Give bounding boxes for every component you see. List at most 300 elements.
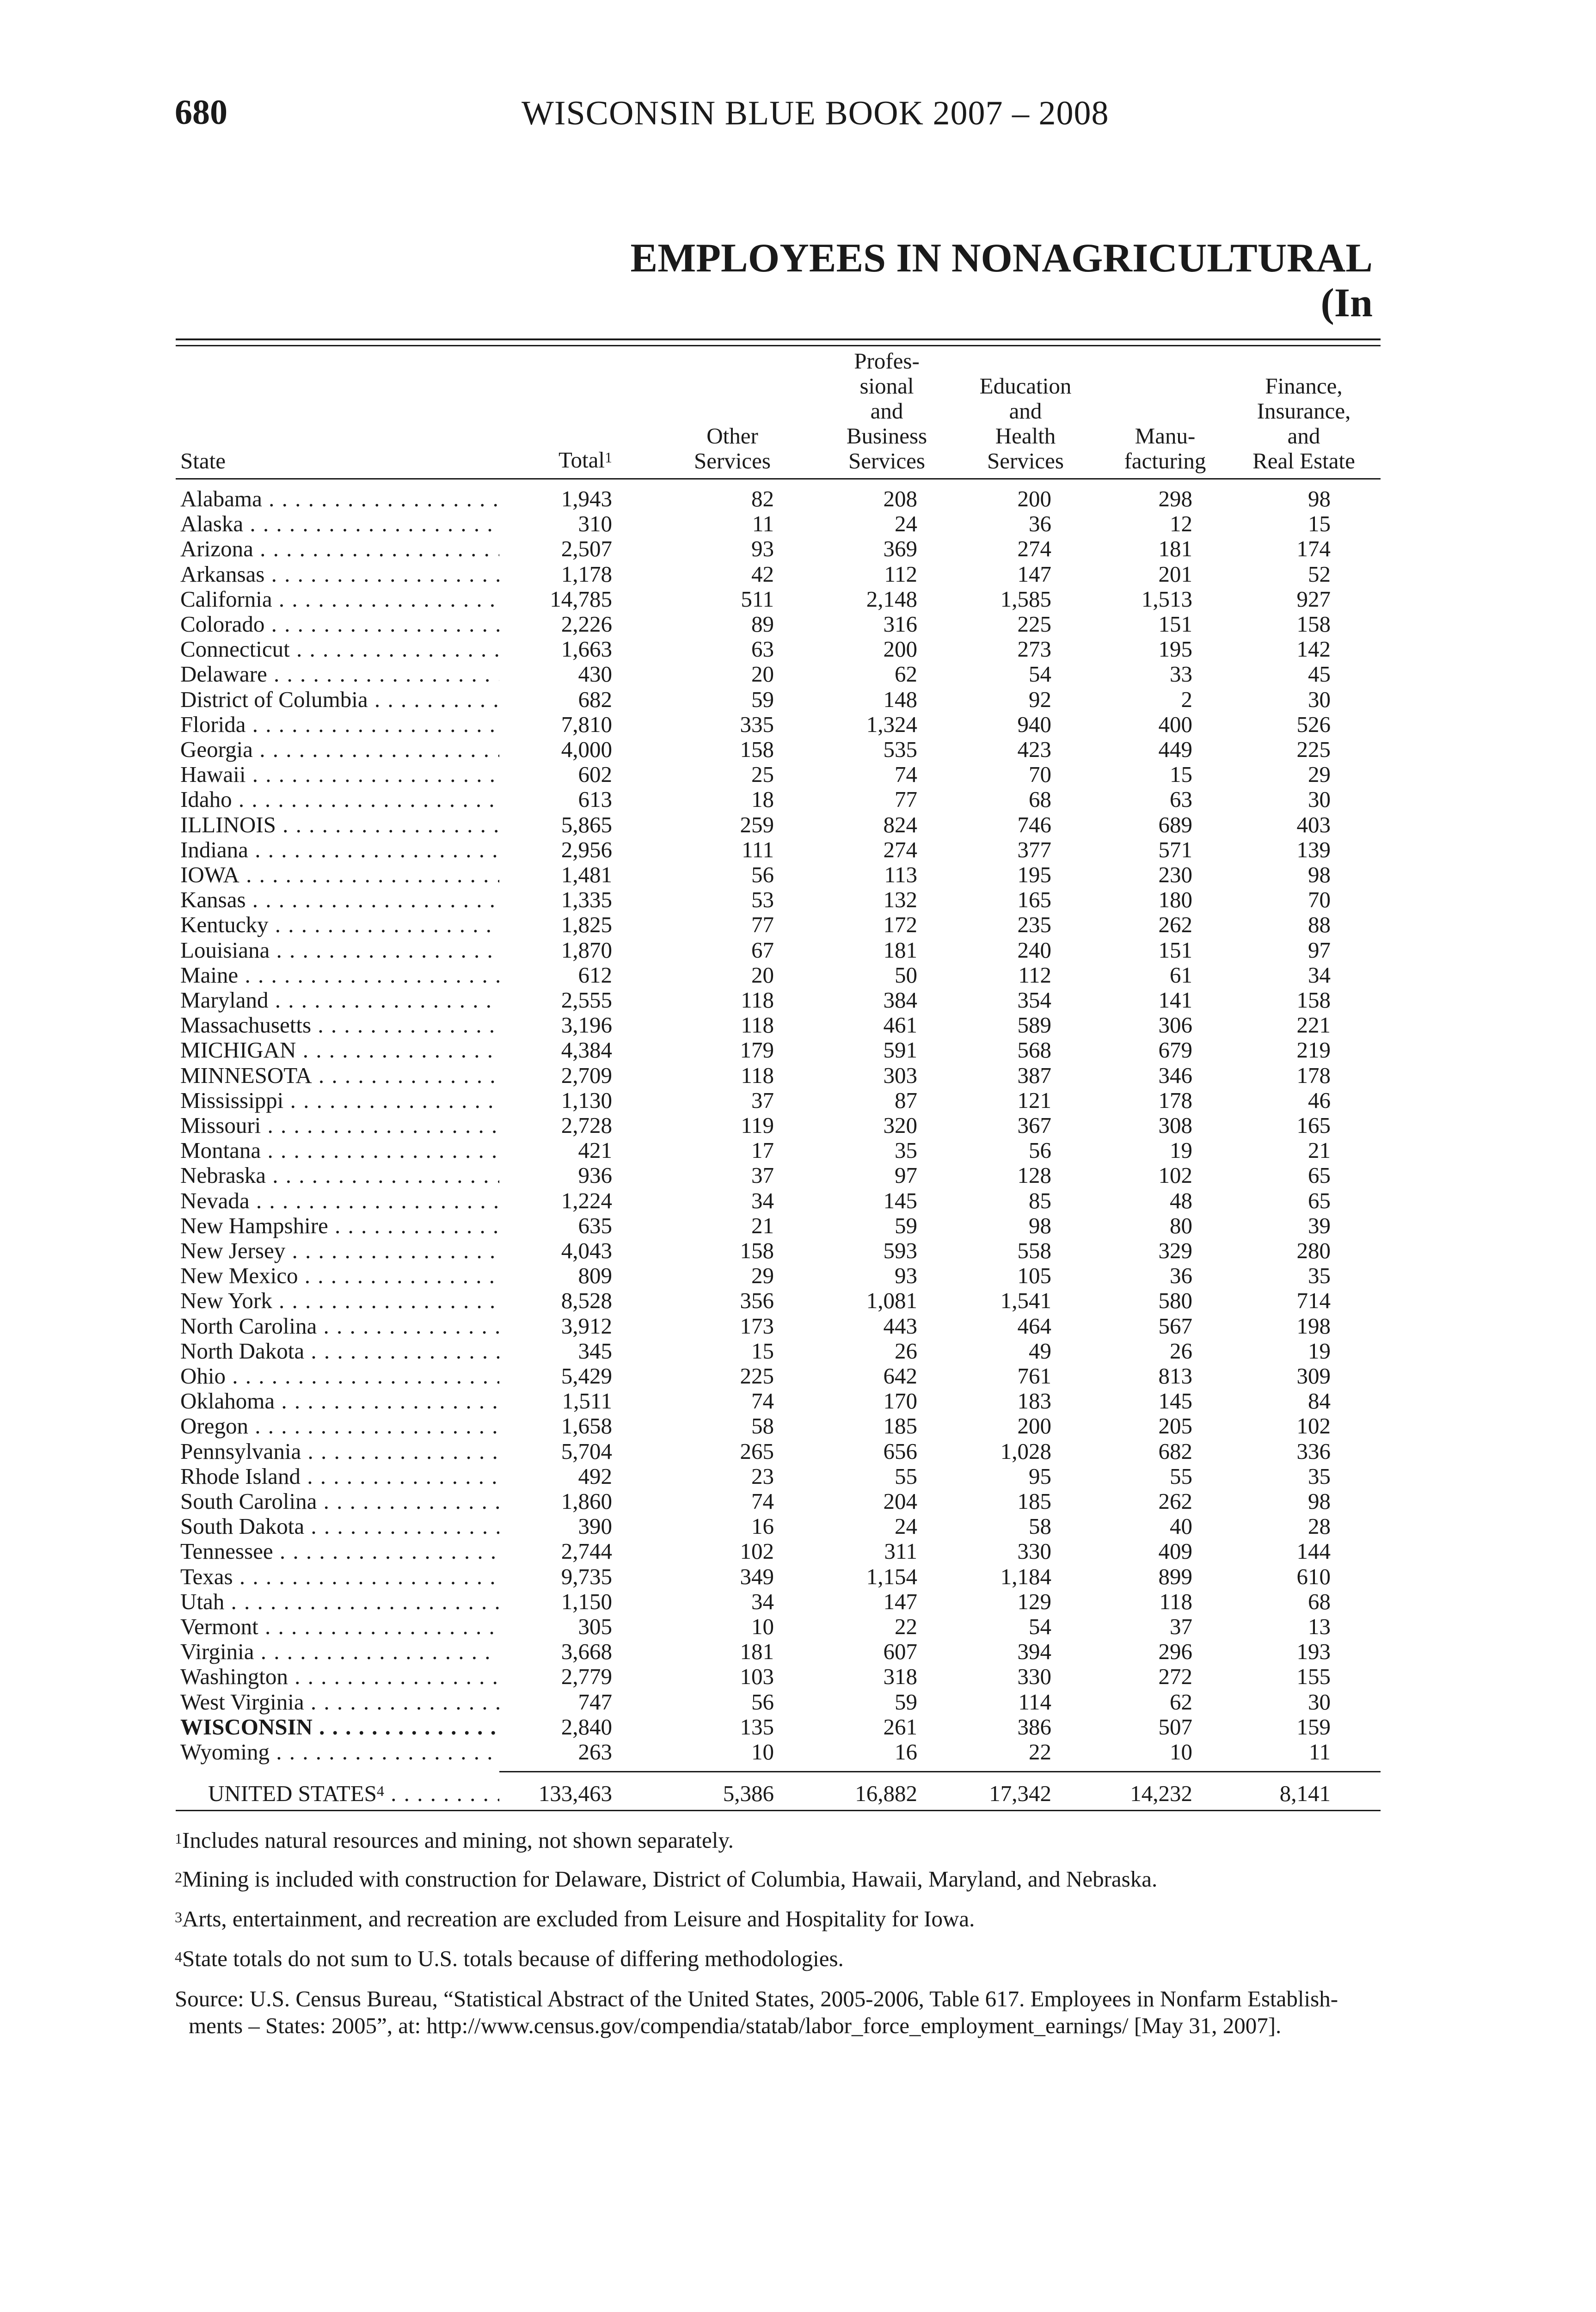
- cell-total: 14,785: [550, 586, 612, 612]
- cell-manufacturing: 306: [1158, 1012, 1192, 1038]
- table-row: [0, 938, 1596, 963]
- cell-manufacturing: 230: [1158, 862, 1192, 887]
- cell-education: 394: [1017, 1639, 1051, 1665]
- source-line-2: ments – States: 2005”, at: http://www.census.gov/compendia/statab/labor_force_employment_earnings/ [May 31, 2007].: [189, 2013, 1282, 2038]
- cell-education: 114: [1018, 1689, 1051, 1715]
- column-header-total-label: Total: [559, 447, 605, 473]
- cell-education: 36: [1029, 511, 1051, 537]
- cell-professional: 62: [895, 661, 917, 687]
- table-row: [0, 1639, 1596, 1664]
- cell-other-services: 135: [740, 1714, 774, 1740]
- cell-finance: 11: [1308, 1739, 1331, 1765]
- cell-professional: 97: [895, 1162, 917, 1188]
- cell-other-services: 37: [751, 1087, 774, 1113]
- cell-education: 105: [1017, 1263, 1051, 1289]
- cell-professional: 59: [895, 1212, 917, 1238]
- cell-finance: 30: [1308, 686, 1331, 712]
- cell-manufacturing: 262: [1158, 1488, 1192, 1514]
- table-row: [0, 587, 1596, 612]
- table-row: [0, 1514, 1596, 1539]
- state-name: California . . .: [180, 587, 499, 612]
- cell-manufacturing: 15: [1170, 762, 1192, 787]
- cell-manufacturing: 62: [1170, 1689, 1192, 1715]
- column-header-state: State: [180, 448, 226, 473]
- state-name: Oklahoma . . .: [180, 1389, 499, 1414]
- cell-total: 5,865: [561, 812, 612, 837]
- state-name: UNITED STATES$^4$ . . .: [208, 1781, 499, 1806]
- state-name: Mississippi . . .: [180, 1088, 499, 1113]
- state-name: Florida . . .: [180, 712, 499, 737]
- cell-other-services: 25: [751, 762, 774, 787]
- cell-professional: 55: [895, 1463, 917, 1489]
- source-line-1: Source: U.S. Census Bureau, “Statistical Abstract of the United States, 2005-2006, Table 617. Employees in Nonfarm Establish-: [175, 1986, 1338, 2011]
- cell-education: 464: [1017, 1313, 1051, 1339]
- footnote-mark: 3: [175, 1909, 182, 1925]
- state-name: Ohio . . .: [180, 1364, 499, 1389]
- state-name: New Mexico . . .: [180, 1263, 499, 1288]
- cell-education: 95: [1029, 1463, 1051, 1489]
- cell-education: 377: [1017, 836, 1051, 862]
- table-row: [0, 1664, 1596, 1689]
- table-title: EMPLOYEES IN NONAGRICULTURAL: [630, 236, 1373, 281]
- cell-education: 568: [1017, 1037, 1051, 1063]
- cell-education: 200: [1017, 486, 1051, 511]
- cell-education: 129: [1017, 1588, 1051, 1614]
- bottom-rule: [176, 1810, 1381, 1811]
- table-row: [0, 1238, 1596, 1263]
- state-name: Idaho . . .: [180, 787, 499, 812]
- cell-total: 1,511: [562, 1388, 612, 1414]
- state-name: Nevada . . .: [180, 1188, 499, 1213]
- state-name: Connecticut . . .: [180, 637, 499, 662]
- cell-other-services: 356: [740, 1288, 774, 1314]
- cell-manufacturing: 178: [1158, 1087, 1192, 1113]
- cell-education: 121: [1017, 1087, 1051, 1113]
- cell-manufacturing: 36: [1170, 1263, 1192, 1289]
- cell-education: 200: [1017, 1413, 1051, 1439]
- cell-total: 345: [578, 1338, 612, 1364]
- cell-total: 2,728: [561, 1113, 612, 1138]
- cell-professional: 147: [883, 1588, 917, 1614]
- column-header-other-services: Other Services: [694, 423, 771, 473]
- cell-total: 9,735: [561, 1563, 612, 1589]
- cell-education: 940: [1017, 711, 1051, 737]
- cell-other-services: 37: [751, 1162, 774, 1188]
- cell-total: 1,130: [561, 1087, 612, 1113]
- cell-other-services: 53: [751, 887, 774, 913]
- cell-other-services: 259: [740, 812, 774, 837]
- cell-professional: 172: [883, 912, 917, 938]
- cell-finance: 336: [1296, 1438, 1331, 1464]
- cell-total: 2,555: [561, 987, 612, 1013]
- cell-manufacturing: 40: [1170, 1513, 1192, 1539]
- cell-other-services: 29: [751, 1263, 774, 1289]
- state-name: Georgia . . .: [180, 737, 499, 762]
- cell-other-services: 118: [741, 987, 774, 1013]
- cell-other-services: 5,386: [723, 1781, 774, 1806]
- cell-other-services: 15: [751, 1338, 774, 1364]
- table-row: [0, 1539, 1596, 1564]
- cell-professional: 16: [895, 1739, 917, 1765]
- table-row: [0, 812, 1596, 837]
- cell-total: 1,150: [561, 1588, 612, 1614]
- state-name: Hawaii . . .: [180, 762, 499, 787]
- cell-finance: 98: [1308, 486, 1331, 511]
- cell-education: 85: [1029, 1187, 1051, 1213]
- cell-finance: 309: [1296, 1363, 1331, 1389]
- cell-education: 98: [1029, 1212, 1051, 1238]
- table-row: [0, 862, 1596, 887]
- cell-manufacturing: 102: [1158, 1162, 1192, 1188]
- table-row: [0, 1288, 1596, 1313]
- table-row: [0, 486, 1596, 511]
- cell-professional: 1,081: [866, 1288, 917, 1314]
- top-double-rule-upper: [176, 338, 1381, 340]
- cell-manufacturing: 449: [1158, 737, 1192, 762]
- cell-finance: 403: [1296, 812, 1331, 837]
- table-row-us-total: [0, 1781, 1596, 1806]
- state-name: Louisiana . . .: [180, 938, 499, 963]
- table-row: [0, 712, 1596, 737]
- cell-manufacturing: 33: [1170, 661, 1192, 687]
- cell-finance: 52: [1308, 561, 1331, 587]
- table-row: [0, 511, 1596, 536]
- cell-education: 17,342: [989, 1781, 1051, 1806]
- table-row: [0, 687, 1596, 712]
- cell-education: 225: [1017, 611, 1051, 637]
- state-name: Oregon . . .: [180, 1414, 499, 1439]
- cell-other-services: 335: [740, 711, 774, 737]
- cell-finance: 39: [1308, 1212, 1331, 1238]
- state-name: Missouri . . .: [180, 1113, 499, 1138]
- cell-total: 1,658: [561, 1413, 612, 1439]
- table-row: [0, 1589, 1596, 1614]
- cell-other-services: 42: [751, 561, 774, 587]
- cell-manufacturing: 37: [1170, 1614, 1192, 1639]
- cell-total: 7,810: [561, 711, 612, 737]
- cell-total: 4,043: [561, 1238, 612, 1263]
- cell-total: 2,744: [561, 1538, 612, 1564]
- cell-education: 1,028: [1000, 1438, 1051, 1464]
- cell-professional: 535: [883, 737, 917, 762]
- cell-total: 2,956: [561, 836, 612, 862]
- cell-finance: 139: [1296, 836, 1331, 862]
- cell-other-services: 265: [740, 1438, 774, 1464]
- state-name: West Virginia . . .: [180, 1690, 499, 1715]
- cell-total: 1,870: [561, 937, 612, 963]
- cell-finance: 102: [1296, 1413, 1331, 1439]
- cell-total: 263: [578, 1739, 612, 1765]
- cell-finance: 65: [1308, 1162, 1331, 1188]
- cell-professional: 59: [895, 1689, 917, 1715]
- cell-professional: 26: [895, 1338, 917, 1364]
- cell-manufacturing: 409: [1158, 1538, 1192, 1564]
- cell-professional: 112: [884, 561, 917, 587]
- cell-manufacturing: 80: [1170, 1212, 1192, 1238]
- cell-finance: 714: [1296, 1288, 1331, 1314]
- state-name: New Jersey . . .: [180, 1238, 499, 1263]
- cell-education: 273: [1017, 636, 1051, 662]
- state-name: WISCONSIN . . .: [180, 1715, 499, 1740]
- cell-finance: 158: [1296, 611, 1331, 637]
- state-name: Massachusetts . . .: [180, 1013, 499, 1038]
- cell-finance: 8,141: [1279, 1781, 1331, 1806]
- cell-other-services: 111: [742, 836, 774, 862]
- cell-other-services: 173: [740, 1313, 774, 1339]
- table-row: [0, 1063, 1596, 1088]
- state-name: Indiana . . .: [180, 837, 499, 862]
- cell-professional: 318: [883, 1664, 917, 1690]
- cell-manufacturing: 14,232: [1130, 1781, 1192, 1806]
- cell-manufacturing: 145: [1158, 1388, 1192, 1414]
- cell-finance: 45: [1308, 661, 1331, 687]
- cell-manufacturing: 346: [1158, 1062, 1192, 1088]
- table-row: [0, 1489, 1596, 1514]
- column-header-finance: Finance, Insurance, and Real Estate: [1252, 373, 1355, 473]
- cell-professional: 132: [883, 887, 917, 913]
- cell-education: 54: [1029, 661, 1051, 687]
- cell-finance: 68: [1308, 1588, 1331, 1614]
- cell-manufacturing: 329: [1158, 1238, 1192, 1263]
- cell-total: 2,226: [561, 611, 612, 637]
- cell-total: 1,943: [561, 486, 612, 511]
- cell-other-services: 118: [741, 1012, 774, 1038]
- cell-finance: 225: [1296, 737, 1331, 762]
- cell-finance: 35: [1308, 1263, 1331, 1289]
- state-name: Utah . . .: [180, 1589, 499, 1614]
- cell-manufacturing: 298: [1158, 486, 1192, 511]
- cell-total: 3,912: [561, 1313, 612, 1339]
- footnote-mark: 1: [175, 1830, 182, 1847]
- table-row: [0, 1389, 1596, 1414]
- cell-total: 430: [578, 661, 612, 687]
- cell-professional: 74: [895, 762, 917, 787]
- cell-other-services: 20: [751, 661, 774, 687]
- cell-education: 195: [1017, 862, 1051, 887]
- cell-education: 746: [1017, 812, 1051, 837]
- cell-other-services: 34: [751, 1187, 774, 1213]
- footnote-3: $^3$Arts, entertainment, and recreation are excluded from Leisure and Hospitality for Iowa.: [175, 1906, 975, 1931]
- table-row: [0, 536, 1596, 561]
- cell-finance: 165: [1296, 1113, 1331, 1138]
- cell-education: 330: [1017, 1664, 1051, 1690]
- footnote-mark: 4: [175, 1949, 182, 1965]
- cell-education: 183: [1017, 1388, 1051, 1414]
- cell-finance: 526: [1296, 711, 1331, 737]
- cell-finance: 155: [1296, 1664, 1331, 1690]
- top-double-rule-lower: [176, 345, 1381, 346]
- cell-education: 1,184: [1000, 1563, 1051, 1589]
- cell-manufacturing: 567: [1158, 1313, 1192, 1339]
- state-name: Kentucky . . .: [180, 912, 499, 937]
- cell-manufacturing: 181: [1158, 536, 1192, 562]
- table-row: [0, 1314, 1596, 1339]
- cell-professional: 181: [883, 937, 917, 963]
- table-row: [0, 1038, 1596, 1063]
- state-name: Pennsylvania . . .: [180, 1439, 499, 1464]
- cell-manufacturing: 151: [1158, 937, 1192, 963]
- state-name: Washington . . .: [180, 1664, 499, 1689]
- cell-professional: 1,324: [866, 711, 917, 737]
- cell-total: 2,507: [561, 536, 612, 562]
- cell-other-services: 21: [751, 1212, 774, 1238]
- footnote-mark: 1: [605, 449, 612, 466]
- cell-other-services: 34: [751, 1588, 774, 1614]
- cell-education: 1,585: [1000, 586, 1051, 612]
- cell-finance: 84: [1308, 1388, 1331, 1414]
- cell-other-services: 17: [751, 1138, 774, 1163]
- column-header-total: [559, 448, 612, 473]
- state-name: Rhode Island . . .: [180, 1464, 499, 1489]
- cell-manufacturing: 205: [1158, 1413, 1192, 1439]
- cell-total: 602: [578, 762, 612, 787]
- state-name: Arizona . . .: [180, 536, 499, 561]
- cell-total: 682: [578, 686, 612, 712]
- state-name: North Carolina . . .: [180, 1314, 499, 1339]
- cell-manufacturing: 682: [1158, 1438, 1192, 1464]
- cell-education: 165: [1017, 887, 1051, 913]
- cell-manufacturing: 201: [1158, 561, 1192, 587]
- cell-finance: 88: [1308, 912, 1331, 938]
- cell-other-services: 16: [751, 1513, 774, 1539]
- cell-manufacturing: 55: [1170, 1463, 1192, 1489]
- state-name: ILLINOIS . . .: [180, 812, 499, 837]
- state-name: MINNESOTA . . .: [180, 1063, 499, 1088]
- cell-finance: 28: [1308, 1513, 1331, 1539]
- cell-other-services: 56: [751, 862, 774, 887]
- cell-finance: 98: [1308, 1488, 1331, 1514]
- cell-total: 635: [578, 1212, 612, 1238]
- cell-education: 274: [1017, 536, 1051, 562]
- table-row: [0, 1690, 1596, 1715]
- cell-finance: 174: [1296, 536, 1331, 562]
- cell-professional: 1,154: [866, 1563, 917, 1589]
- cell-total: 1,481: [561, 862, 612, 887]
- cell-total: 2,709: [561, 1062, 612, 1088]
- cell-education: 128: [1017, 1162, 1051, 1188]
- cell-total: 2,779: [561, 1664, 612, 1690]
- total-rule: [499, 1771, 1381, 1772]
- cell-professional: 369: [883, 536, 917, 562]
- state-name: Tennessee . . .: [180, 1539, 499, 1564]
- cell-finance: 193: [1296, 1639, 1331, 1665]
- cell-other-services: 23: [751, 1463, 774, 1489]
- cell-manufacturing: 61: [1170, 962, 1192, 988]
- cell-total: 133,463: [538, 1781, 612, 1806]
- cell-manufacturing: 813: [1158, 1363, 1192, 1389]
- table-row: [0, 1564, 1596, 1589]
- cell-professional: 593: [883, 1238, 917, 1263]
- cell-manufacturing: 118: [1159, 1588, 1192, 1614]
- table-title-continued: (In: [1320, 281, 1373, 326]
- cell-finance: 158: [1296, 987, 1331, 1013]
- cell-education: 147: [1017, 561, 1051, 587]
- cell-manufacturing: 151: [1158, 611, 1192, 637]
- cell-total: 390: [578, 1513, 612, 1539]
- cell-manufacturing: 63: [1170, 787, 1192, 812]
- state-name: Vermont . . .: [180, 1614, 499, 1639]
- cell-finance: 142: [1296, 636, 1331, 662]
- cell-manufacturing: 10: [1170, 1739, 1192, 1765]
- cell-finance: 280: [1296, 1238, 1331, 1263]
- cell-total: 310: [578, 511, 612, 537]
- cell-other-services: 10: [751, 1739, 774, 1765]
- table-row: [0, 562, 1596, 587]
- cell-professional: 87: [895, 1087, 917, 1113]
- cell-professional: 656: [883, 1438, 917, 1464]
- table-row: [0, 637, 1596, 662]
- cell-total: 747: [578, 1689, 612, 1715]
- cell-education: 387: [1017, 1062, 1051, 1088]
- cell-total: 1,335: [561, 887, 612, 913]
- table-row: [0, 1013, 1596, 1038]
- cell-finance: 927: [1296, 586, 1331, 612]
- cell-professional: 311: [884, 1538, 917, 1564]
- cell-total: 421: [578, 1138, 612, 1163]
- cell-education: 386: [1017, 1714, 1051, 1740]
- state-name: New Hampshire . . .: [180, 1213, 499, 1238]
- cell-other-services: 74: [751, 1388, 774, 1414]
- cell-professional: 24: [895, 1513, 917, 1539]
- state-name: Alaska . . .: [180, 511, 499, 536]
- cell-total: 2,840: [561, 1714, 612, 1740]
- cell-manufacturing: 899: [1158, 1563, 1192, 1589]
- table-row: [0, 737, 1596, 762]
- state-name: South Carolina . . .: [180, 1489, 499, 1514]
- cell-manufacturing: 19: [1170, 1138, 1192, 1163]
- cell-finance: 221: [1296, 1012, 1331, 1038]
- cell-other-services: 349: [740, 1563, 774, 1589]
- cell-education: 22: [1029, 1739, 1051, 1765]
- cell-finance: 21: [1308, 1138, 1331, 1163]
- cell-professional: 607: [883, 1639, 917, 1665]
- cell-manufacturing: 272: [1158, 1664, 1192, 1690]
- cell-other-services: 158: [740, 737, 774, 762]
- cell-other-services: 89: [751, 611, 774, 637]
- cell-education: 112: [1018, 962, 1051, 988]
- cell-total: 1,178: [561, 561, 612, 587]
- cell-education: 185: [1017, 1488, 1051, 1514]
- state-name: Virginia . . .: [180, 1639, 499, 1664]
- cell-other-services: 93: [751, 536, 774, 562]
- cell-education: 761: [1017, 1363, 1051, 1389]
- state-name: Nebraska . . .: [180, 1163, 499, 1188]
- cell-finance: 70: [1308, 887, 1331, 913]
- table-row: [0, 912, 1596, 937]
- cell-finance: 97: [1308, 937, 1331, 963]
- cell-manufacturing: 580: [1158, 1288, 1192, 1314]
- table-row: [0, 1113, 1596, 1138]
- header-rule: [176, 478, 1381, 480]
- column-header-professional-business: Profes- sional and Business Services: [846, 348, 927, 473]
- cell-total: 1,860: [561, 1488, 612, 1514]
- state-name: Kansas . . .: [180, 887, 499, 912]
- cell-professional: 461: [883, 1012, 917, 1038]
- cell-total: 5,704: [561, 1438, 612, 1464]
- cell-professional: 24: [895, 511, 917, 537]
- state-name: Wyoming . . .: [180, 1740, 499, 1765]
- table-row: [0, 837, 1596, 862]
- cell-manufacturing: 400: [1158, 711, 1192, 737]
- cell-manufacturing: 689: [1158, 812, 1192, 837]
- cell-finance: 46: [1308, 1087, 1331, 1113]
- cell-manufacturing: 571: [1158, 836, 1192, 862]
- cell-professional: 384: [883, 987, 917, 1013]
- state-name: South Dakota . . .: [180, 1514, 499, 1539]
- cell-total: 492: [578, 1463, 612, 1489]
- cell-other-services: 10: [751, 1614, 774, 1639]
- cell-manufacturing: 2: [1181, 686, 1192, 712]
